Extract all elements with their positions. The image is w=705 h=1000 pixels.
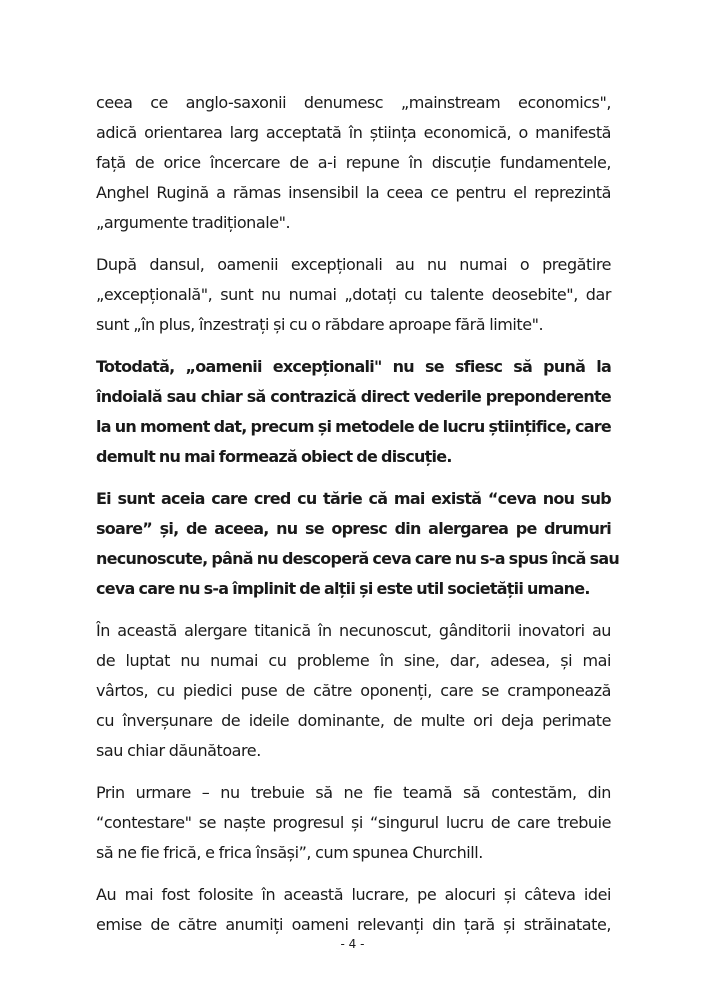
text-line: față de orice încercare de a-i repune în discuție fundamentele, — [96, 153, 611, 172]
paragraph — [96, 352, 611, 472]
text-line: Au mai fost folosite în această lucrare, pe alocuri și câteva idei — [96, 885, 611, 904]
paragraph — [96, 88, 611, 238]
paragraph — [96, 616, 611, 766]
text-line: emise de către anumiți oameni relevanți din țară și străinatate, — [96, 915, 611, 934]
text-line: să ne fie frică, e frica însăși”, cum spunea Churchill. — [96, 843, 483, 862]
text-line: adică orientarea larg acceptată în știința economică, o manifestă — [96, 123, 611, 142]
text-line: ceea ce anglo-saxonii denumesc „mainstream economics", — [96, 93, 611, 112]
text-line: Prin urmare – nu trebuie să ne fie teamă să contestăm, din — [96, 783, 611, 802]
text-line: Anghel Rugină a rămas insensibil la ceea ce pentru el reprezintă — [96, 183, 611, 202]
text-line: vârtos, cu piedici puse de către oponenți, care se cramponează — [96, 681, 611, 700]
body-text — [96, 88, 620, 952]
text-line: îndoială sau chiar să contrazică direct vederile preponderente — [96, 387, 611, 406]
text-line: soare” și, de aceea, nu se opresc din alergarea pe drumuri — [96, 519, 611, 538]
paragraph — [96, 250, 611, 340]
paragraph — [96, 484, 620, 604]
text-line: sunt „în plus, înzestrați și cu o răbdare aproape fără limite". — [96, 315, 544, 334]
text-line: Totodată, „oamenii excepționali" nu se sfiesc să pună la — [96, 357, 611, 376]
text-line: de luptat nu numai cu probleme în sine, dar, adesea, și mai — [96, 651, 611, 670]
text-line: „excepțională", sunt nu numai „dotați cu talente deosebite", dar — [96, 285, 611, 304]
paragraph — [96, 778, 611, 868]
text-line: necunoscute, până nu descoperă ceva care nu s-a spus încă sau — [96, 549, 620, 568]
text-line: Ei sunt aceia care cred cu tărie că mai există “ceva nou sub — [96, 489, 611, 508]
text-line: În această alergare titanică în necunoscut, gânditorii inovatori au — [96, 621, 611, 640]
page-number: - 4 - — [340, 937, 365, 951]
text-line: sau chiar dăunătoare. — [96, 741, 261, 760]
text-line: la un moment dat, precum și metodele de lucru științifice, care — [96, 417, 611, 436]
paragraph — [96, 880, 611, 940]
text-line: cu înverșunare de ideile dominante, de multe ori deja perimate — [96, 711, 611, 730]
text-line: „argumente tradiționale". — [96, 213, 291, 232]
text-line: demult nu mai formează obiect de discuție. — [96, 447, 452, 466]
text-line: ceva care nu s-a împlinit de alții și este util societății umane. — [96, 579, 590, 598]
text-line: “contestare" se naște progresul și “singurul lucru de care trebuie — [96, 813, 611, 832]
text-line: După dansul, oamenii excepționali au nu numai o pregătire — [96, 255, 611, 274]
